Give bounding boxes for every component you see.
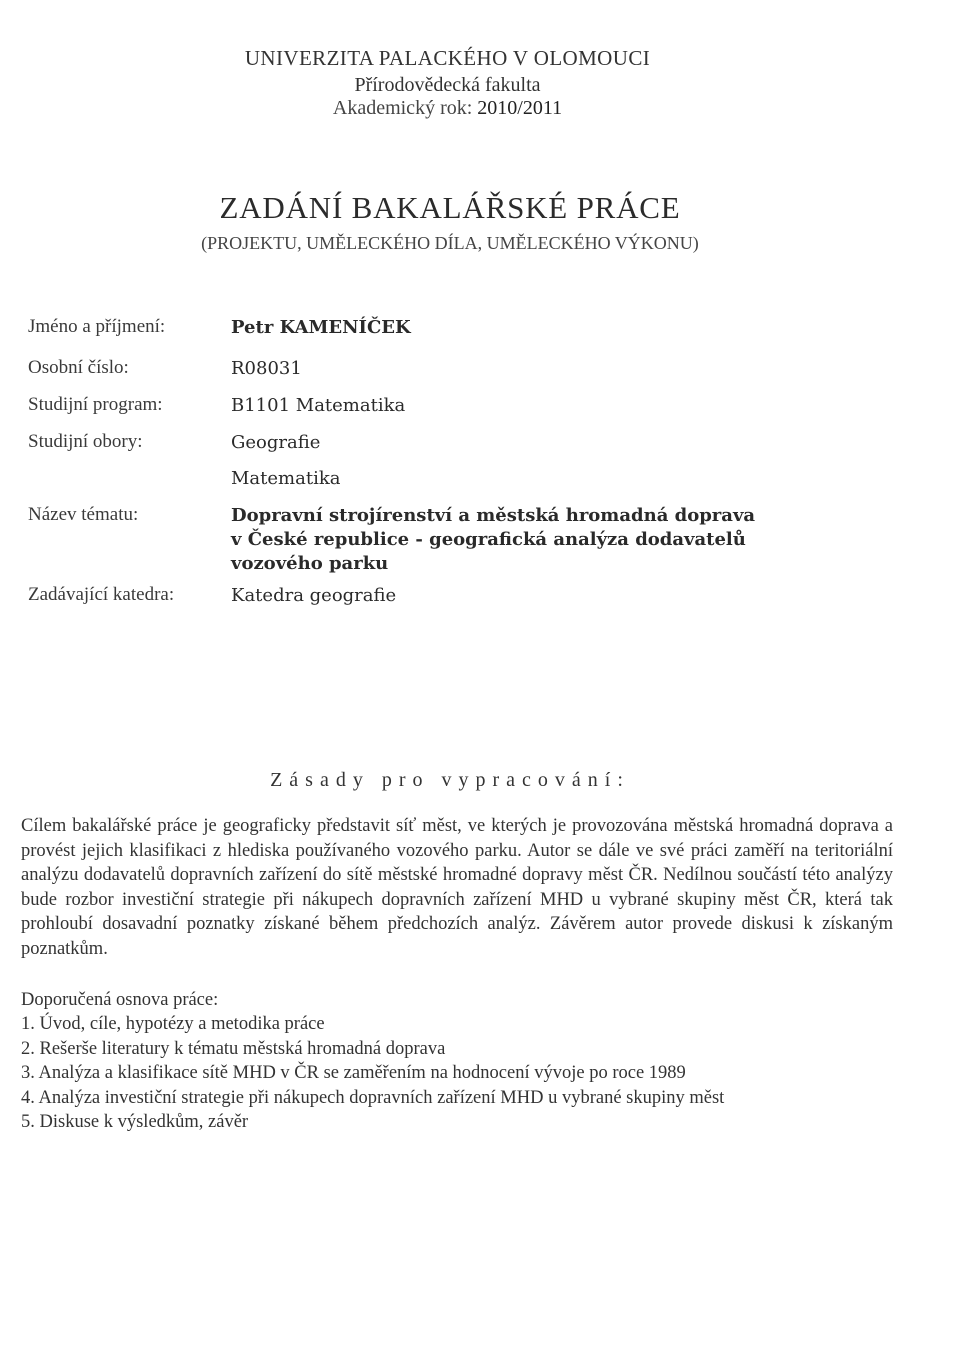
- outline-item: 1. Úvod, cíle, hypotézy a metodika práce: [21, 1014, 325, 1034]
- fields-label: Studijní obory:: [28, 431, 143, 452]
- personal-number-value: R08031: [231, 358, 302, 379]
- name-value: Petr KAMENÍČEK: [231, 317, 411, 338]
- principles-paragraph: Cílem bakalářské práce je geograficky představit síť měst, ve kterých je provozována městská hromadná doprava a provést jejich klasifikaci z hlediska používaného vozového parku. Autor se dále ve své práci zaměří na teritoriální analýzu dodavatelů dopravních zařízení do sítě městské hromadné dopravy měst ČR. Nedílnou součástí této analýzy bude rozbor investiční strategie při nákupech dopravních zařízení MHD u vybrané skupiny měst ČR, která tak prohloubí dosavadní poznatky získané během předchozích analýz. Závěrem autor provede diskusi k získaným poznatkům.: [21, 816, 893, 959]
- topic-value: [231, 504, 755, 576]
- outline-item: 4. Analýza investiční strategie při nákupech dopravních zařízení MHD u vybrané skupiny měst: [21, 1087, 725, 1108]
- field-2-value: Matematika: [231, 468, 341, 489]
- academic-year-value: 2010/2011: [477, 97, 563, 119]
- principles-heading: Zásady pro vypracování:: [270, 769, 630, 791]
- outline-item: 2. Rešerše literatury k tématu městská hromadná doprava: [21, 1038, 446, 1059]
- name-label: Jméno a příjmení:: [28, 316, 166, 337]
- department-value: Katedra geografie: [231, 585, 397, 606]
- document-subtitle: (PROJEKTU, UMĚLECKÉHO DÍLA, UMĚLECKÉHO VÝKONU): [201, 233, 699, 253]
- university-name: UNIVERZITA PALACKÉHO V OLOMOUCI: [244, 46, 651, 70]
- topic-line-3: vozového parku: [231, 553, 389, 574]
- field-1-value: Geografie: [231, 432, 321, 453]
- topic-line-2: v České republice - geografická analýza dodavatelů: [231, 529, 746, 550]
- topic-line-1: Dopravní strojírenství a městská hromadná doprava: [231, 505, 756, 526]
- outline-item: 3. Analýza a klasifikace sítě MHD v ČR se zaměřením na hodnocení vývoje po roce 1989: [21, 1063, 686, 1083]
- personal-number-label: Osobní číslo:: [28, 357, 129, 378]
- outline-title: Doporučená osnova práce:: [21, 990, 219, 1010]
- outline-item: 5. Diskuse k výsledkům, závěr: [21, 1112, 249, 1132]
- program-label: Studijní program:: [28, 394, 163, 415]
- faculty-name: Přírodovědecká fakulta: [354, 74, 541, 96]
- department-label: Zadávající katedra:: [28, 584, 175, 605]
- topic-label: Název tématu:: [28, 504, 139, 525]
- program-value: B1101 Matematika: [231, 395, 406, 416]
- document-title: ZADÁNÍ BAKALÁŘSKÉ PRÁCE: [219, 190, 681, 225]
- outline-list: [21, 1012, 901, 1135]
- academic-year: [0, 97, 895, 120]
- academic-year-label: Akademický rok:: [332, 97, 473, 119]
